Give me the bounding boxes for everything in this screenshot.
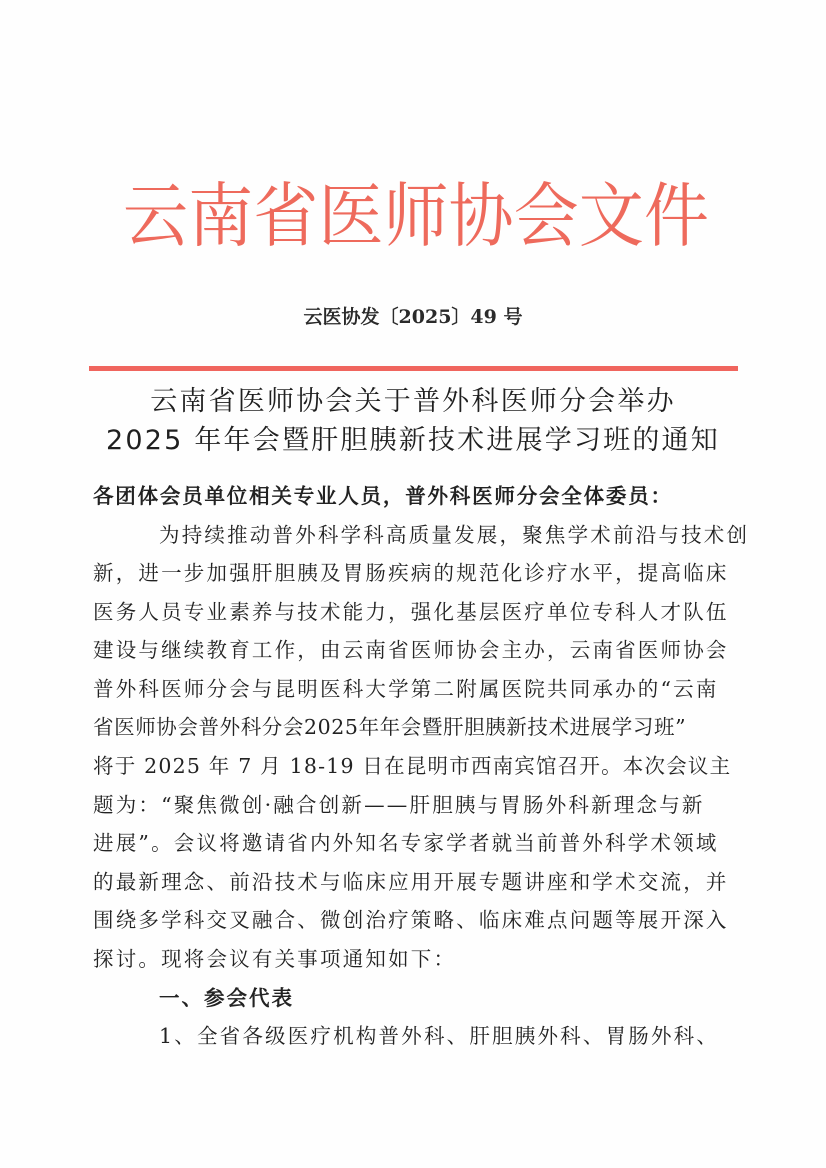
document-body bbox=[93, 477, 750, 1056]
salutation: 各团体会员单位相关专业人员，普外科医师分会全体委员： bbox=[93, 484, 673, 508]
red-divider bbox=[89, 366, 738, 371]
paragraph-line: 医务人员专业素养与技术能力，强化基层医疗单位专科人才队伍 bbox=[93, 599, 729, 624]
paragraph-line: 进展”。会议将邀请省内外知名专家学者就当前普外科学术领域 bbox=[93, 831, 719, 856]
paragraph-line: 新，进一步加强肝胆胰及胃肠疾病的规范化诊疗水平，提高临床 bbox=[93, 561, 729, 586]
paragraph-line: 题为：“聚焦微创·融合创新——肝胆胰与胃肠外科新理念与新 bbox=[93, 792, 705, 817]
paragraph-line: 探讨。现将会议有关事项通知如下： bbox=[93, 947, 457, 972]
paragraph-line: 将于 2025 年 7 月 18-19 日在昆明市西南宾馆召开。本次会议主 bbox=[93, 754, 732, 779]
title-line-1: 云南省医师协会关于普外科医师分会举办 bbox=[150, 386, 676, 417]
paragraph-line: 的最新理念、前沿技术与临床应用开展专题讲座和学术交流，并 bbox=[93, 869, 729, 894]
paragraph-line: 为持续推动普外科学科高质量发展，聚焦学术前沿与技术创 bbox=[159, 522, 750, 547]
paragraph-line: 普外科医师分会与昆明医科大学第二附属医院共同承办的“云南 bbox=[93, 676, 719, 701]
title-line-2: 2025 年年会暨肝胆胰新技术进展学习班的通知 bbox=[106, 424, 720, 456]
paragraph-line: 围绕多学科交叉融合、微创治疗策略、临床难点问题等展开深入 bbox=[93, 908, 729, 933]
paragraph-line: 建设与继续教育工作，由云南省医师协会主办，云南省医师协会 bbox=[93, 638, 729, 663]
document-number: 云医协发〔2025〕49 号 bbox=[303, 306, 523, 328]
document-title bbox=[0, 383, 826, 460]
section-item: 1、全省各级医疗机构普外科、肝胆胰外科、胃肠外科、 bbox=[159, 1024, 720, 1049]
document-header: 云南省医师协会文件 bbox=[123, 175, 709, 257]
section-heading: 一、参会代表 bbox=[159, 985, 294, 1010]
paragraph-line: 省医师协会普外科分会2025年年会暨肝胆胰新技术进展学习班” bbox=[93, 715, 687, 740]
